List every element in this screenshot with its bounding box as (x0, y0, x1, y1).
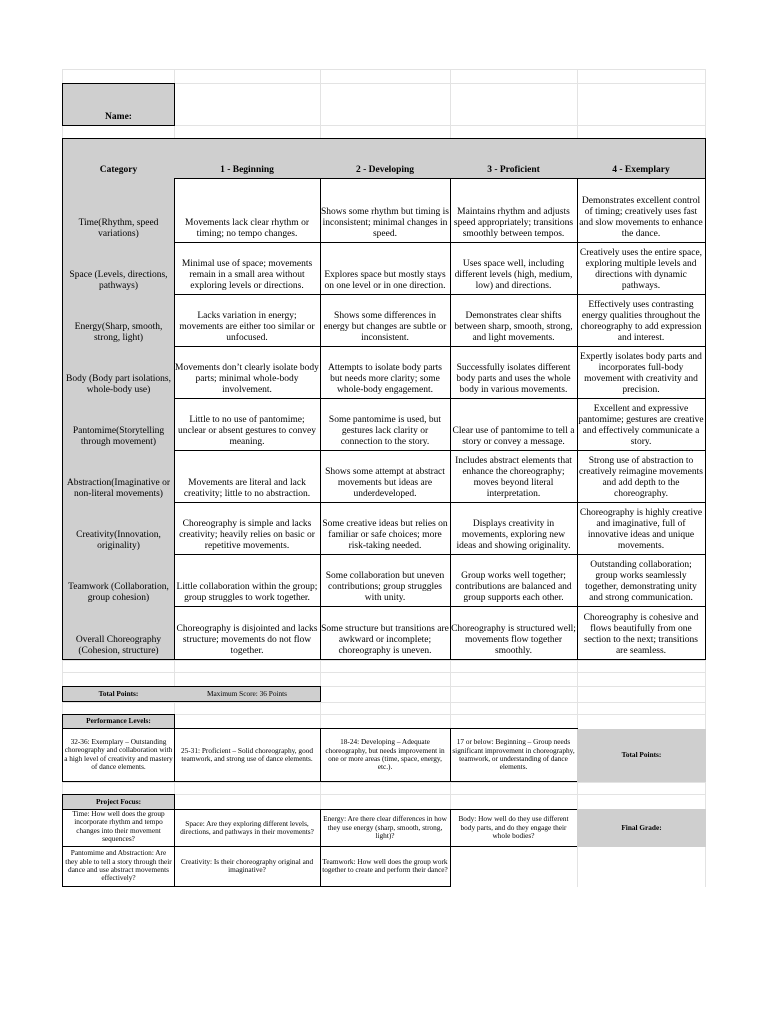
performance-level-developing: 18-24: Developing – Adequate choreography, but needs improvement in one or more areas (time, space, energy, etc.). (320, 728, 451, 782)
table-cell: Movements don’t clearly isolate body parts; minimal whole-body involvement. (174, 346, 321, 399)
focus-pantomime: Pantomime and Abstraction: Are they able to tell a story through their dance and use abstract movements effectively? (62, 846, 175, 887)
focus-energy: Energy: Are there clear differences in how they use energy (sharp, smooth, strong, light)? (320, 809, 451, 847)
table-cell: Choreography is cohesive and flows beautifully from one section to the next; transitions are seamless. (577, 606, 706, 660)
table-cell: Shows some differences in energy but changes are subtle or inconsistent. (320, 294, 451, 347)
table-cell: Choreography is simple and lacks creativity; heavily relies on basic or repetitive movements. (174, 502, 321, 555)
focus-time: Time: How well does the group incorporate rhythm and tempo changes into their movement sequences? (62, 809, 175, 847)
performance-level-beginning: 17 or below: Beginning – Group needs significant improvement in choreography, teamwork, or understanding of dance elements. (450, 728, 578, 782)
table-cell: Clear use of pantomime to tell a story or convey a message. (450, 398, 578, 451)
row-category-creativity: Creativity(Innovation, originality) (62, 502, 175, 555)
total-points-label: Total Points: (62, 686, 175, 702)
table-cell: Strong use of abstraction to creatively reimagine movements and add depth to the choreography. (577, 450, 706, 503)
row-category-overall: Overall Choreography (Cohesion, structure) (62, 606, 175, 660)
table-cell: Demonstrates clear shifts between sharp, smooth, strong, and light movements. (450, 294, 578, 347)
table-cell: Outstanding collaboration; group works seamlessly together, demonstrating unity and strong communication. (577, 554, 706, 607)
performance-level-exemplary: 32-36: Exemplary – Outstanding choreography and collaboration with a high level of creativity and mastery of dance elements. (62, 728, 175, 782)
table-cell: Movements lack clear rhythm or timing; no tempo changes. (174, 178, 321, 243)
focus-creativity: Creativity: Is their choreography original and imaginative? (174, 846, 321, 887)
performance-level-proficient: 25-31: Proficient – Solid choreography, good teamwork, and strong use of dance elements. (174, 728, 321, 782)
table-cell: Uses space well, including different levels (high, medium, low) and directions. (450, 242, 578, 295)
row-category-time: Time(Rhythm, speed variations) (62, 178, 175, 243)
table-cell: Attempts to isolate body parts but needs more clarity; some whole-body engagement. (320, 346, 451, 399)
table-cell: Choreography is disjointed and lacks structure; movements do not flow together. (174, 606, 321, 660)
table-cell: Creatively uses the entire space, exploring multiple levels and directions with dynamic pathways. (577, 242, 706, 295)
header-developing: 2 - Developing (320, 138, 451, 179)
focus-teamwork: Teamwork: How well does the group work together to create and perform their dance? (320, 846, 451, 887)
table-cell: Group works well together; contributions are balanced and group supports each other. (450, 554, 578, 607)
header-category: Category (62, 138, 175, 179)
table-cell: Choreography is structured well; movements flow together smoothly. (450, 606, 578, 660)
table-cell: Effectively uses contrasting energy qualities throughout the choreography to add expression and interest. (577, 294, 706, 347)
table-cell: Some pantomime is used, but gestures lack clarity or connection to the story. (320, 398, 451, 451)
table-cell: Maintains rhythm and adjusts speed appropriately; transitions smoothly between tempos. (450, 178, 578, 243)
name-label: Name: (62, 83, 175, 126)
table-cell: Shows some attempt at abstract movements but ideas are underdeveloped. (320, 450, 451, 503)
header-proficient: 3 - Proficient (450, 138, 578, 179)
table-cell: Expertly isolates body parts and incorporates full-body movement with creativity and precision. (577, 346, 706, 399)
table-cell: Choreography is highly creative and imaginative, full of innovative ideas and unique movements. (577, 502, 706, 555)
row-category-energy: Energy(Sharp, smooth, strong, light) (62, 294, 175, 347)
table-cell: Successfully isolates different body parts and uses the whole body in various movements. (450, 346, 578, 399)
header-exemplary: 4 - Exemplary (577, 138, 706, 179)
project-focus-label: Project Focus: (62, 794, 175, 810)
total-points-box: Total Points: (577, 729, 706, 782)
row-category-body: Body (Body part isolations, whole-body use) (62, 346, 175, 399)
table-cell: Includes abstract elements that enhance the choreography; moves beyond literal interpretation. (450, 450, 578, 503)
table-cell: Excellent and expressive pantomime; gestures are creative and effectively communicate a story. (577, 398, 706, 451)
header-beginning: 1 - Beginning (174, 138, 321, 179)
row-category-space: Space (Levels, directions, pathways) (62, 242, 175, 295)
row-category-teamwork: Teamwork (Collaboration, group cohesion) (62, 554, 175, 607)
table-cell: Demonstrates excellent control of timing; creatively uses fast and slow movements to enhance the dance. (577, 178, 706, 243)
focus-body: Body: How well do they use different body parts, and do they engage their whole bodies? (450, 809, 578, 847)
row-category-abstraction: Abstraction(Imaginative or non-literal movements) (62, 450, 175, 503)
max-score: Maximum Score: 36 Points (174, 686, 321, 702)
row-category-pantomime: Pantomime(Storytelling through movement) (62, 398, 175, 451)
table-cell: Displays creativity in movements, exploring new ideas and showing originality. (450, 502, 578, 555)
focus-space: Space: Are they exploring different levels, directions, and pathways in their movements? (174, 809, 321, 847)
table-cell: Lacks variation in energy; movements are either too similar or unfocused. (174, 294, 321, 347)
table-cell: Some collaboration but uneven contributions; group struggles with unity. (320, 554, 451, 607)
table-cell: Little to no use of pantomime; unclear or absent gestures to convey meaning. (174, 398, 321, 451)
table-cell: Minimal use of space; movements remain in a small area without exploring levels or directions. (174, 242, 321, 295)
performance-levels-label: Performance Levels: (62, 714, 175, 729)
table-cell: Little collaboration within the group; group struggles to work together. (174, 554, 321, 607)
table-cell: Shows some rhythm but timing is inconsistent; minimal changes in speed. (320, 178, 451, 243)
table-cell: Some creative ideas but relies on familiar or safe choices; more risk-taking needed. (320, 502, 451, 555)
final-grade-box: Final Grade: (577, 809, 706, 847)
table-cell: Movements are literal and lack creativity; little to no abstraction. (174, 450, 321, 503)
table-cell: Explores space but mostly stays on one level or in one direction. (320, 242, 451, 295)
table-cell: Some structure but transitions are awkward or incomplete; choreography is uneven. (320, 606, 451, 660)
